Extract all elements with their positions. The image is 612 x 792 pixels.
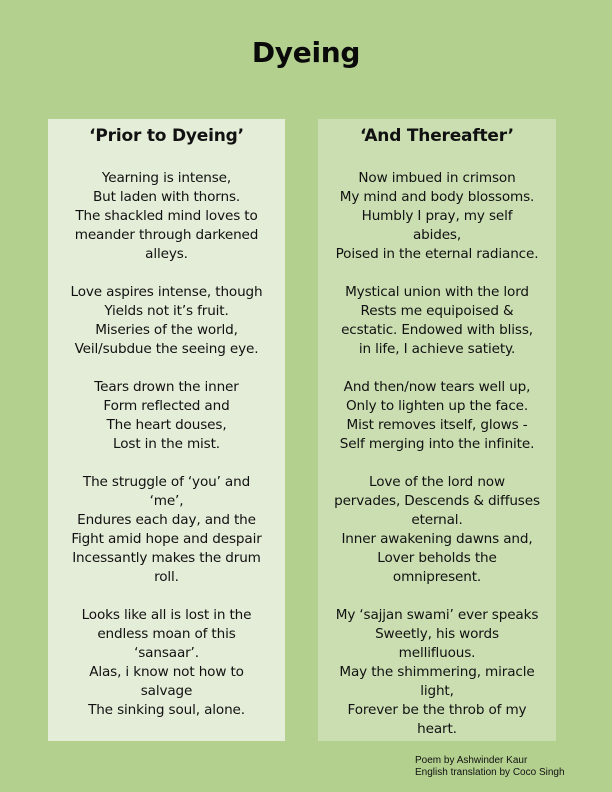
- poem-line: Mist removes itself, glows -: [346, 417, 528, 433]
- poem-line: light,: [420, 683, 454, 699]
- poem-line: heart.: [417, 721, 457, 737]
- stanza-list: [318, 169, 556, 739]
- stanza: [318, 473, 556, 587]
- poem-line: My ‘sajjan swami’ ever speaks: [335, 607, 539, 623]
- poem-line: omnipresent.: [392, 569, 482, 585]
- stanza: [48, 169, 285, 264]
- poem-title: Dyeing: [251, 36, 361, 69]
- poem-line: Endures each day, and the: [77, 512, 256, 528]
- poem-line: Forever be the throb of my: [347, 702, 527, 718]
- poem-line: Form reflected and: [103, 398, 230, 414]
- poem-line: Lost in the mist.: [113, 436, 220, 452]
- poem-line: Alas, i know not how to: [89, 664, 244, 680]
- poem-line: in life, I achieve satiety.: [358, 341, 516, 357]
- poem-line: Yields not it’s fruit.: [104, 303, 229, 319]
- stanza: [318, 378, 556, 454]
- stanza-list: [48, 169, 285, 720]
- poem-line: meander through darkened: [74, 227, 259, 243]
- column-heading: ‘And Thereafter’: [360, 126, 514, 146]
- poem-line: Yearning is intense,: [101, 170, 232, 186]
- poem-line: But laden with thorns.: [92, 189, 241, 205]
- stanza: [318, 169, 556, 264]
- poem-line: Incessantly makes the drum: [72, 550, 261, 566]
- column-prior-to-dyeing: [48, 119, 285, 741]
- stanza: [48, 473, 285, 587]
- stanza: [48, 606, 285, 720]
- stanza: [48, 283, 285, 359]
- poem-line: Poised in the eternal radiance.: [335, 246, 539, 262]
- author-credit: Poem by Ashwinder Kaur: [415, 755, 528, 766]
- poem-line: Looks like all is lost in the: [81, 607, 252, 623]
- poem-line: Veil/subdue the seeing eye.: [74, 341, 259, 357]
- poem-line: Lover beholds the: [377, 550, 497, 566]
- poem-line: pervades, Descends & diffuses: [334, 493, 540, 509]
- poem-line: roll.: [154, 569, 179, 585]
- poem-line: May the shimmering, miracle: [339, 664, 535, 680]
- poem-line: Fight amid hope and despair: [71, 531, 262, 547]
- credits: [415, 755, 565, 779]
- poem-line: salvage: [140, 683, 193, 699]
- poem-line: Now imbued in crimson: [358, 170, 516, 186]
- poem-line: Self merging into the infinite.: [339, 436, 535, 452]
- poem-line: The shackled mind loves to: [75, 208, 258, 224]
- stanza: [318, 606, 556, 739]
- poem-line: Humbly I pray, my self: [361, 208, 513, 224]
- poem-line: Love aspires intense, though: [70, 284, 263, 300]
- translator-credit: English translation by Coco Singh: [415, 767, 565, 778]
- poem-line: abides,: [412, 227, 462, 243]
- poem-line: ecstatic. Endowed with bliss,: [341, 322, 533, 338]
- poem-line: mellifluous.: [398, 645, 476, 661]
- poem-line: And then/now tears well up,: [343, 379, 531, 395]
- poem-line: Inner awakening dawns and,: [341, 531, 533, 547]
- poem-line: ‘sansaar’.: [134, 645, 199, 661]
- stanza: [318, 283, 556, 359]
- poem-line: My mind and body blossoms.: [339, 189, 535, 205]
- poem-line: Mystical union with the lord: [345, 284, 529, 300]
- poem-line: alleys.: [145, 246, 188, 262]
- poem-line: endless moan of this: [97, 626, 236, 642]
- column-heading: ‘Prior to Dyeing’: [89, 126, 244, 146]
- poem-line: Miseries of the world,: [95, 322, 238, 338]
- poem-line: Only to lighten up the face.: [345, 398, 529, 414]
- poem-line: The sinking soul, alone.: [88, 702, 245, 718]
- column-and-thereafter: [318, 119, 556, 741]
- poem-line: Tears drown the inner: [94, 379, 239, 395]
- poem-line: The heart douses,: [106, 417, 227, 433]
- poem-line: eternal.: [411, 512, 463, 528]
- stanza: [48, 378, 285, 454]
- poem-line: Love of the lord now: [369, 474, 505, 490]
- poem-line: Sweetly, his words: [375, 626, 499, 642]
- poem-line: Rests me equipoised &: [360, 303, 514, 319]
- poem-line: The struggle of ‘you’ and: [82, 474, 251, 490]
- poem-line: ‘me’,: [149, 493, 184, 509]
